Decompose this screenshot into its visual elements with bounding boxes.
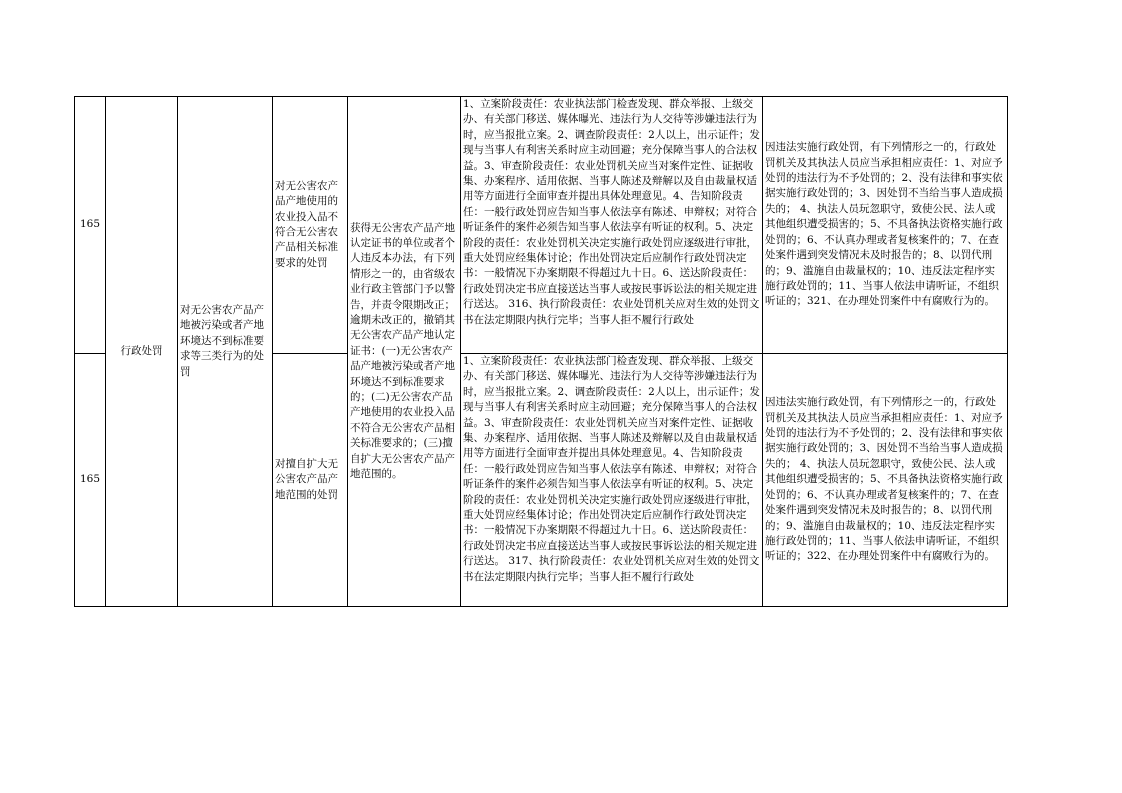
responsibility-text: 1、立案阶段责任：农业执法部门检查发现、群众举报、上级交办、有关部门移送、媒体曝光、违法行为人交待等涉嫌违法行为时，应当报批立案。2、调查阶段责任：2人以上，出示证件；发现与当事人有利害关系时应主动回避；充分保障当事人的合法权益。3、审查阶段责任：农业处罚机关应当对案件定性、证据收集、办案程序、适用依据、当事人陈述及辩解以及自由裁量权适用等方面进行全面审查并提出具体处理意见。4、告知阶段责任：一般行政处罚应告知当事人依法享有陈述、申辩权；对符合听证条件的案件必须告知当事人依法享有听证的权利。5、决定阶段的责任：农业处罚机关决定实施行政处罚应逐级进行审批，重大处罚应经集体讨论；作出处罚决定后应制作行政处罚决定书：一般情况下办案期限不得超过九十日。6、送达阶段责任：行政处罚决定书应直接送达当事人或按民事诉讼法的相关规定进行送达。 317、执行阶段责任：农业处罚机关应对生效的处罚文书在法定期限内执行完毕；当事人拒不履行行政处 xyxy=(463,355,760,583)
item-name-text: 对无公害农产品产地被污染或者产地环境达不到标准要求等三类行为的处罚 xyxy=(180,303,264,378)
item-name xyxy=(178,97,273,607)
responsibility-cell xyxy=(461,354,763,607)
sub-item-name: 对无公害农产品产地使用的农业投入品不符合无公害农产品相关标准要求的处罚 xyxy=(273,97,348,354)
sub-item-name: 对擅自扩大无公害农产品产地范围的处罚 xyxy=(273,354,348,607)
accountability-cell: 因违法实施行政处罚，有下列情形之一的，行政处罚机关及其执法人员应当承担相应责任：1、对应予处罚的违法行为不予处罚的；2、没有法律和事实依据实施行政处罚的；3、因处罚不当给当事人造成损失的； 4、执法人员玩忽职守，致使公民、法人或其他组织遭受损害的；5、不具备执法资格实施行政处罚的；6、不认真办理或者复核案件的；7、在查处案件遇到突发情况未及时报告的；8、以罚代刑的；9、滥施自由裁量权的；10、违反法定程序实施行政处罚的；11、当事人依法申请听证，不组织听证的；322、在办理处罚案件中有腐败行为的。 xyxy=(763,354,1008,607)
legal-basis-text: 获得无公害农产品产地认定证书的单位或者个人违反本办法，有下列情形之一的，由省级农业行政主管部门予以警告，并责令限期改正；逾期未改正的，撤销其无公害农产品产地认定证书：(一)无公害农产品产地被污染或者产地环境达不到标准要求的；(二)无公害农产品产地使用的农业投入品不符合无公害农产品相关标准要求的；(三)擅自扩大无公害农产品产地范围的。 xyxy=(350,221,455,481)
row-number: 165 xyxy=(75,97,106,354)
legal-basis xyxy=(348,97,461,607)
responsibility-table xyxy=(74,96,1008,607)
responsibility-cell xyxy=(461,97,763,354)
responsibility-text: 1、立案阶段责任：农业执法部门检查发现、群众举报、上级交办、有关部门移送、媒体曝光、违法行为人交待等涉嫌违法行为时，应当报批立案。2、调查阶段责任：2人以上，出示证件；发现与当事人有利害关系时应主动回避；充分保障当事人的合法权益。3、审查阶段责任：农业处罚机关应当对案件定性、证据收集、办案程序、适用依据、当事人陈述及辩解以及自由裁量权适用等方面进行全面审查并提出具体处理意见。4、告知阶段责任：一般行政处罚应告知当事人依法享有陈述、申辩权；对符合听证条件的案件必须告知当事人依法享有听证的权利。5、决定阶段的责任：农业处罚机关决定实施行政处罚应逐级进行审批，重大处罚应经集体讨论；作出处罚决定后应制作行政处罚决定书：一般情况下办案期限不得超过九十日。6、送达阶段责任：行政处罚决定书应直接送达当事人或按民事诉讼法的相关规定进行送达。 316、执行阶段责任：农业处罚机关应对生效的处罚文书在法定期限内执行完毕；当事人拒不履行行政处 xyxy=(463,98,760,326)
accountability-cell: 因违法实施行政处罚，有下列情形之一的，行政处罚机关及其执法人员应当承担相应责任：1、对应予处罚的违法行为不予处罚的；2、没有法律和事实依据实施行政处罚的；3、因处罚不当给当事人造成损失的； 4、执法人员玩忽职守，致使公民、法人或其他组织遭受损害的；5、不具备执法资格实施行政处罚的；6、不认真办理或者复核案件的；7、在查处案件遇到突发情况未及时报告的；8、以罚代刑的；9、滥施自由裁量权的；10、违反法定程序实施行政处罚的；11、当事人依法申请听证，不组织听证的；321、在办理处罚案件中有腐败行为的。 xyxy=(763,97,1008,354)
table-row xyxy=(75,97,1008,354)
penalty-category: 行政处罚 xyxy=(106,97,178,607)
row-number: 165 xyxy=(75,354,106,607)
